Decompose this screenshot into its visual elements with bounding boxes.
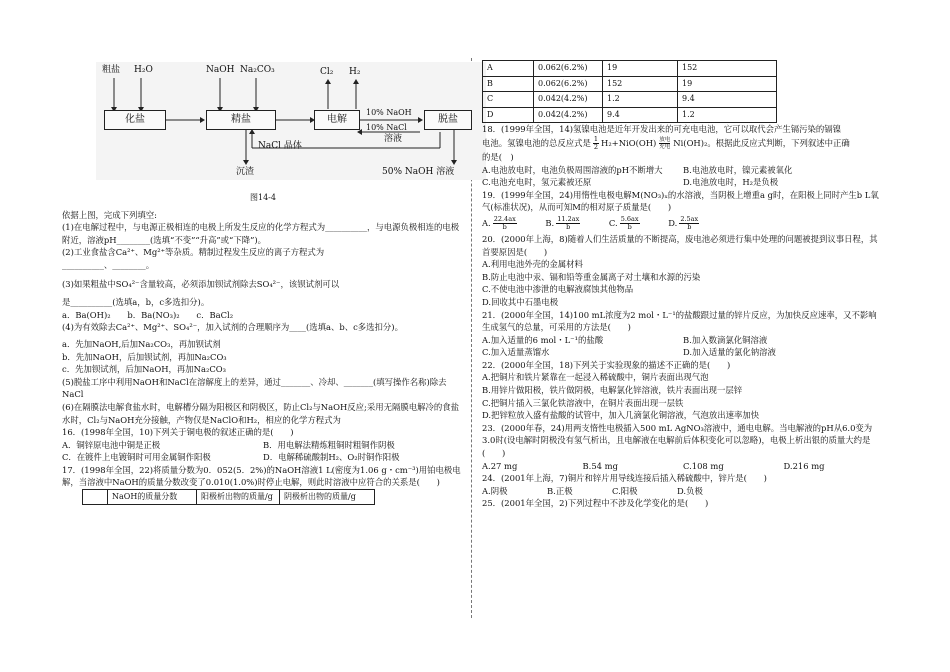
question-24: 24．(2001年上海，7)铜片和锌片用导线连接后插入稀硫酸中，锌片是( ) [482, 473, 767, 484]
right-column [482, 60, 884, 510]
q17-header-anode: 阳极析出物的质量/g [197, 490, 280, 505]
input-crude-salt: 粗盐 [102, 65, 121, 75]
question-20: 20．(2000年上海，8)随着人们生活质量的不断提高，废电池必须进行集中处理的问题被提到议事日程，其首要原因是( ) [482, 233, 878, 257]
question-22: 22．(2000年全国，18)下列关于实验现象的描述不正确的是( ) [482, 359, 731, 370]
q18-end: 的是( ) [482, 151, 514, 162]
q16-option-b: B．用电解法精炼粗铜时粗铜作阴极 [263, 439, 395, 450]
q18-option-c: C.电池充电时，氢元素被还原 [482, 177, 592, 188]
discharge-label: 放电 [659, 136, 671, 143]
fraction-numerator: 1 [593, 134, 599, 143]
q21-option-d: D.加入适量的氯化钠溶液 [683, 347, 776, 358]
q22-option-a: A.把铜片和铁片紧靠在一起浸入稀硫酸中，铜片表面出现气泡 [482, 372, 709, 383]
q-part-2-blanks: __________、________。 [62, 259, 155, 270]
table-cell: C [483, 92, 534, 108]
q18-option-b: B.电池放电时，镍元素被氧化 [683, 164, 793, 175]
q17-header-naoh: NaOH的质量分数 [108, 490, 197, 505]
q18-options-row-2 [482, 176, 884, 189]
option-fraction [679, 216, 699, 231]
box-dissolve: 化盐 [104, 110, 166, 130]
q-part-3-answer: 是__________(选填a，b，c多选扣分)。 [62, 297, 210, 308]
table-row [483, 92, 777, 108]
question-18: 18．(1999年全国，14)氢镍电池是近年开发出来的可充电电池，它可以取代会产生镉污染的镉镍 [482, 124, 842, 135]
q19-option-a [482, 214, 519, 231]
q16-options-row-1 [62, 439, 464, 452]
input-naoh: NaOH [206, 65, 235, 75]
fraction-denominator: b [627, 222, 632, 231]
q22-option-b: B.用锌片做阳极，铁片做阴极，电解氯化锌溶液，铁片表面出现一层锌 [482, 385, 743, 396]
left-column [62, 62, 464, 505]
q18-equation-line [482, 136, 884, 151]
q21-options-row-1 [482, 334, 884, 347]
nacl-crystal-label: NaCl 晶体 [258, 141, 302, 151]
table-row [483, 76, 777, 92]
question-19: 19．(1999年全国，24)用惰性电极电解M(NO₃)ₓ的水溶液，当阴极上增重a g时，在阳极上同时产生b L氧气(标准状况)，从而可知M的相对原子质量是( ) [482, 189, 879, 213]
q18-option-a: A.电池放电时，电池负极周围溶液的pH不断增大 [482, 164, 663, 175]
q18-reactants: H₂+NiO(OH) [601, 137, 657, 148]
q-part-4-option-b: b．先加NaOH，后加钡试剂，再加Na₂CO₃ [62, 351, 227, 362]
fraction-numerator: 22.4ax [493, 214, 516, 223]
table-cell: 1.2 [603, 92, 678, 108]
q-part-3: (3)如果粗盐中SO₄²⁻含量较高，必须添加钡试剂除去SO₄²⁻，该钡试剂可以 [62, 278, 340, 289]
figure-caption: 图14-4 [250, 193, 276, 202]
table-cell: 9.4 [603, 107, 678, 123]
input-water: H₂O [134, 65, 153, 75]
q16-option-c: C．在镀件上电镀铜时可用金属铜作阳极 [62, 452, 211, 463]
fraction-denominator: b [502, 222, 507, 231]
q19-option-c [608, 214, 642, 231]
table-cell: 0.042(4.2%) [534, 107, 603, 123]
q-part-1: (1)在电解过程中，与电源正极相连的电极上所发生反应的化学方程式为__________，与电源负极相连的电极附近，溶液pH________(选填“不变”“升高”或“下降”)。 [62, 222, 460, 245]
table-cell: 0.062(6.2%) [534, 61, 603, 77]
table-cell: 152 [603, 76, 678, 92]
question-17: 17．(1998年全国，22)将质量分数为0．052(5．2%)的NaOH溶液1 L(密度为1.06 g・cm⁻³)用铂电极电解，当溶液中NaOH的质量分数改变了0.010(1.0%)时停止电解，则此时溶液中应符合的关系是( ) [62, 464, 461, 488]
box-electrolysis: 电解 [314, 110, 360, 130]
option-fraction [493, 216, 517, 231]
q23-options [482, 460, 884, 473]
table-row [483, 107, 777, 123]
q24-option-a: A.阴极 [482, 485, 508, 496]
q21-option-a: A.加入适量的6 mol・L⁻¹的盐酸 [482, 334, 604, 345]
table-cell: 152 [678, 61, 777, 77]
q22-option-d: D.把锌粒放入盛有盐酸的试管中，加入几滴氯化铜溶液，气泡放出速率加快 [482, 410, 760, 421]
q18-equation-suffix: Ni(OH)₂。根据此反应式判断，下列叙述中正确 [673, 137, 850, 148]
q19-option-b [545, 214, 582, 231]
q21-option-c: C.加入适量蒸馏水 [482, 347, 550, 358]
q18-options-row-1 [482, 164, 884, 177]
question-21: 21．(2000年全国，14)100 mL浓度为2 mol・L⁻¹的盐酸跟过量的锌片反应，为加快反应速率，又不影响生成氢气的总量，可采用的方法是( ) [482, 309, 877, 333]
table-cell: 19 [603, 61, 678, 77]
q21-option-b: B.加入数滴氯化铜溶液 [683, 334, 768, 345]
option-fraction [620, 216, 640, 231]
residue-label: 沉渣 [236, 167, 255, 177]
intro-text: 依据上图，完成下列填空: [62, 209, 157, 220]
q-part-2: (2)工业食盐含Ca²⁺、Mg²⁺等杂质。精制过程发生反应的离子方程式为 [62, 247, 325, 258]
option-fraction [556, 216, 580, 231]
q-part-4-option-c: c．先加钡试剂，后加NaOH，再加Na₂CO₃ [62, 364, 226, 375]
q-part-5: (5)脱盐工序中利用NaOH和NaCl在溶解度上的差异，通过_______、冷却、_______(填写操作名称)除去NaCl [62, 376, 447, 400]
q17-header-cathode: 阴极析出物的质量/g [280, 490, 375, 505]
fraction-denominator: 2 [593, 142, 599, 151]
table-cell: B [483, 76, 534, 92]
question-23: 23．(2000年春，24)用两支惰性电极插入500 mL AgNO₃溶液中，通电电解。当电解液的pH从6.0变为3.0时(设电解时阴极没有氢气析出，且电解液在电解前后体积变化可以忽略)，电极上析出银的质量大约是( ) [482, 422, 873, 459]
q18-option-d: D.电池放电时，H₂是负极 [683, 177, 779, 188]
table-cell: 1.2 [678, 107, 777, 123]
q-part-6: (6)在隔膜法电解食盐水时，电解槽分隔为阳极区和阴极区，防止Cl₂与NaOH反应;采用无隔膜电解冷的食盐水时，Cl₂与NaOH充分接触，产物仅是NaClO和H₂，相应的化学方程式为 [62, 401, 459, 425]
table-cell: 19 [678, 76, 777, 92]
table-cell: 9.4 [678, 92, 777, 108]
reversible-arrow [659, 137, 670, 150]
q17-table-header [82, 489, 375, 505]
nacl-concentration-label: 10% NaCl [366, 123, 407, 132]
q-part-4-option-a: a．先加NaOH,后加Na₂CO₃，再加钡试剂 [62, 338, 221, 349]
table-cell: A [483, 61, 534, 77]
q19-options [482, 216, 884, 231]
q23-option-d: D.216 mg [783, 460, 825, 471]
naoh-product-label: 50% NaOH 溶液 [382, 167, 455, 177]
q20-option-a: A.利用电池外壳的金属材料 [482, 259, 583, 270]
q18-equation-prefix: 电池。氢镍电池的总反应式是 [482, 137, 591, 148]
question-16: 16．(1998年全国，10)下列关于铜电极的叙述正确的是( ) [62, 427, 294, 438]
table-cell: D [483, 107, 534, 123]
q23-option-c: C.108 mg [683, 460, 724, 471]
solution-label: 溶液 [384, 134, 403, 144]
q20-option-d: D.回收其中石墨电极 [482, 296, 559, 307]
table-cell: 0.062(6.2%) [534, 76, 603, 92]
table-row [483, 61, 777, 77]
fraction-numerator: 11.2ax [557, 214, 580, 223]
q16-option-a: A．铜锌原电池中铜是正极 [62, 439, 161, 450]
q20-option-b: B.防止电池中汞、镉和铅等重金属离子对土壤和水源的污染 [482, 271, 701, 282]
option-label: D. [668, 217, 678, 228]
fraction-numerator: 5.6ax [620, 214, 639, 223]
output-cl2: Cl₂ [320, 67, 334, 77]
q17-table-rows [482, 60, 777, 123]
fraction-numerator: 2.5ax [680, 214, 699, 223]
option-label: A. [482, 217, 491, 228]
option-label: C. [608, 217, 618, 228]
q23-option-b: B.54 mg [582, 460, 618, 471]
naoh-concentration-label: 10% NaOH [366, 108, 412, 117]
box-refined-salt: 精盐 [206, 110, 276, 130]
q-part-3-options: a．Ba(OH)₂ b．Ba(NO₃)₂ c．BaCl₂ [62, 309, 234, 320]
output-h2: H₂ [349, 67, 361, 77]
q24-option-d: D.负极 [677, 485, 703, 496]
flow-diagram [96, 62, 486, 190]
q19-option-d [668, 214, 701, 231]
table-cell: 0.042(4.2%) [534, 92, 603, 108]
q22-option-c: C.把铜片插入三氯化铁溶液中，在铜片表面出现一层铁 [482, 397, 684, 408]
charge-label: 充电 [659, 143, 671, 150]
q24-option-b: B.正极 [547, 485, 573, 496]
q20-option-c: C.不使电池中渗泄的电解液腐蚀其他物品 [482, 284, 634, 295]
q24-option-c: C.阳极 [612, 485, 638, 496]
box-desalting: 脱盐 [424, 110, 472, 130]
fraction-denominator: b [566, 222, 571, 231]
q16-option-d: D．电解稀硫酸制H₂、O₂时铜作阳极 [263, 452, 400, 463]
q16-options-row-2 [62, 451, 464, 464]
q-part-4: (4)为有效除去Ca²⁺、Mg²⁺、SO₄²⁻，加入试剂的合理顺序为____(选填a、b、c多选扣分)。 [62, 322, 403, 333]
q21-options-row-2 [482, 346, 884, 359]
q23-option-a: A.27 mg [482, 460, 518, 471]
q24-options [482, 485, 742, 498]
option-label: B. [545, 217, 555, 228]
fraction-denominator: b [687, 222, 692, 231]
half-fraction [593, 136, 599, 151]
question-25: 25．(2001年全国，2)下列过程中不涉及化学变化的是( ) [482, 498, 709, 509]
input-na2co3: Na₂CO₃ [240, 65, 275, 75]
q17-header-blank [83, 490, 108, 505]
